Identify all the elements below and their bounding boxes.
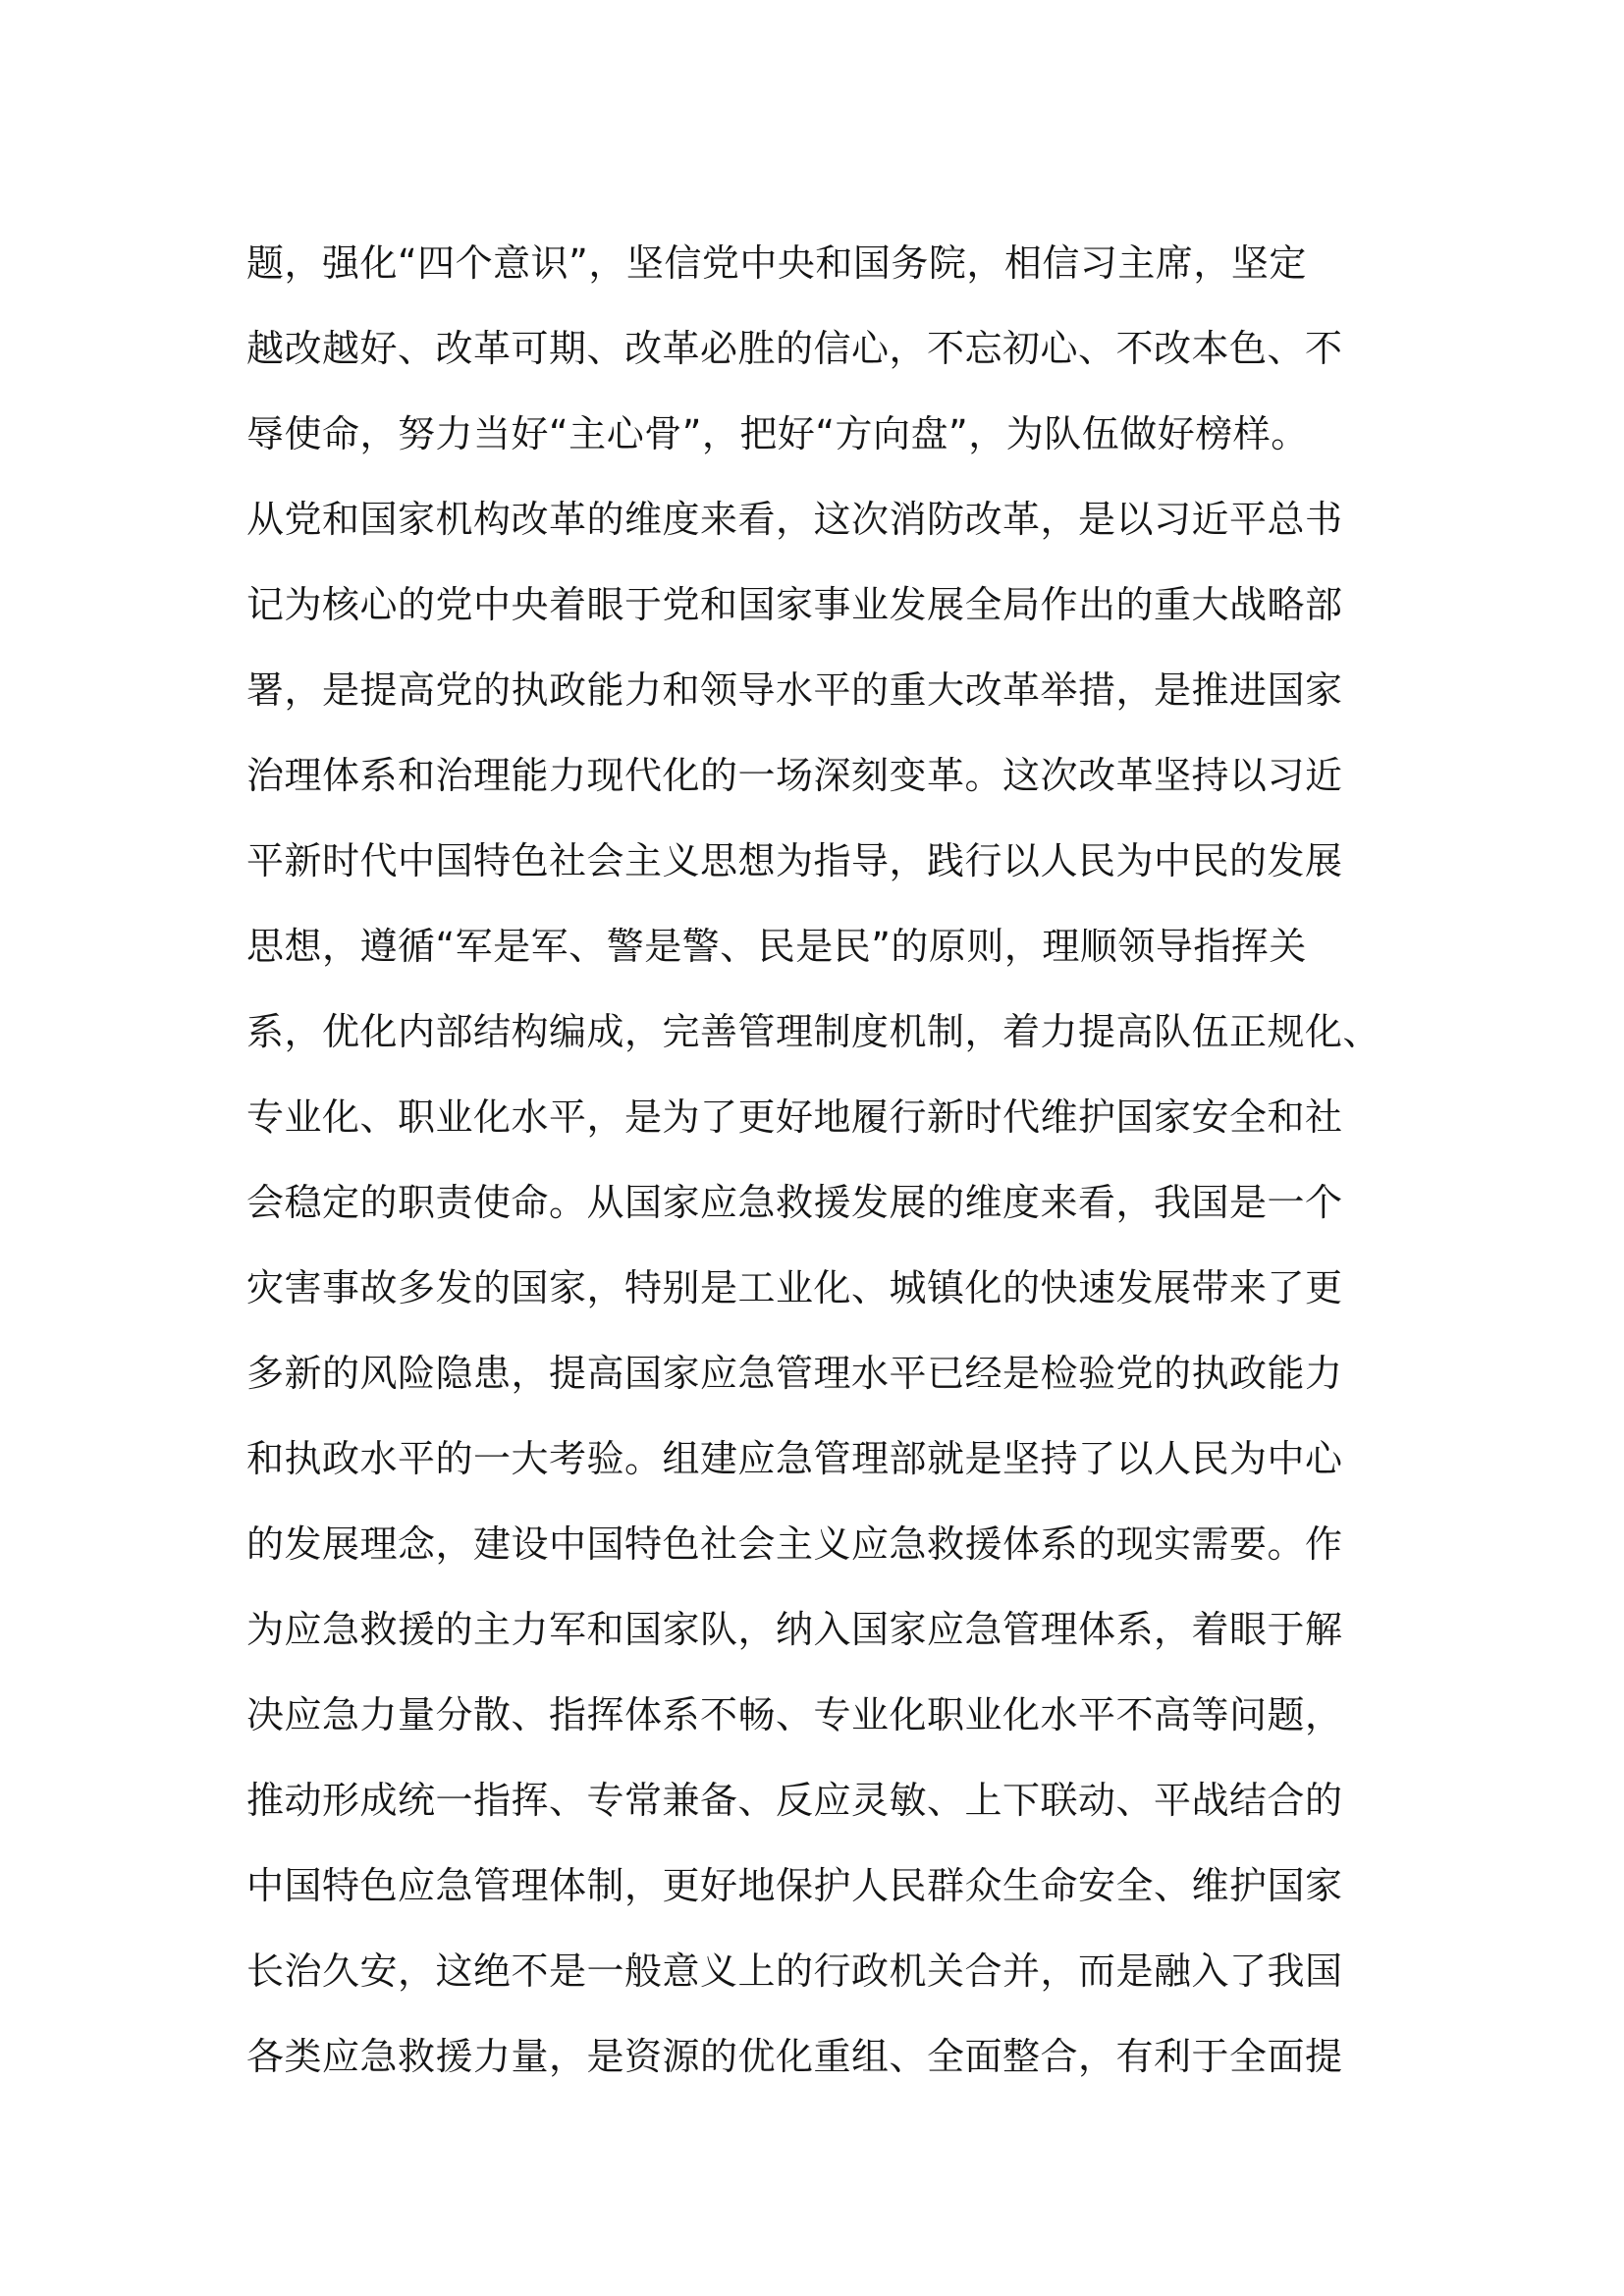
- body-text: [246, 221, 1425, 2100]
- text-line-14: 多新的风险隐患，提高国家应急管理水平已经是检验党的执政能力: [246, 1352, 1343, 1395]
- text-line-13: 灾害事故多发的国家，特别是工业化、城镇化的快速发展带来了更: [246, 1266, 1343, 1309]
- text-line-2: 越改越好、改革可期、改革必胜的信心，不忘初心、不改本色、不: [246, 327, 1343, 370]
- text-line-8: 平新时代中国特色社会主义思想为指导，践行以人民为中民的发展: [246, 839, 1343, 882]
- text-line-19: 推动形成统一指挥、专常兼备、反应灵敏、上下联动、平战结合的: [246, 1779, 1343, 1822]
- text-line-9: 思想，遵循“军是军、警是警、民是民”的原则，理顺领导指挥关: [246, 925, 1307, 968]
- text-line-1: 题，强化“四个意识”，坚信党中央和国务院，相信习主席，坚定: [246, 241, 1307, 285]
- text-line-4: 从党和国家机构改革的维度来看，这次消防改革，是以习近平总书: [246, 498, 1343, 541]
- text-line-5: 记为核心的党中央着眼于党和国家事业发展全局作出的重大战略部: [246, 583, 1343, 626]
- text-line-11: 专业化、职业化水平，是为了更好地履行新时代维护国家安全和社: [246, 1095, 1343, 1139]
- text-line-6: 署，是提高党的执政能力和领导水平的重大改革举措，是推进国家: [246, 668, 1343, 712]
- text-line-3: 辱使命，努力当好“主心骨”，把好“方向盘”，为队伍做好榜样。: [246, 412, 1309, 455]
- text-line-22: 各类应急救援力量，是资源的优化重组、全面整合，有利于全面提: [246, 2035, 1343, 2078]
- text-line-17: 为应急救援的主力军和国家队，纳入国家应急管理体系，着眼于解: [246, 1608, 1343, 1651]
- text-line-21: 长治久安，这绝不是一般意义上的行政机关合并，而是融入了我国: [246, 1949, 1343, 1993]
- text-line-20: 中国特色应急管理体制，更好地保护人民群众生命安全、维护国家: [246, 1864, 1343, 1907]
- text-line-12: 会稳定的职责使命。从国家应急救援发展的维度来看，我国是一个: [246, 1181, 1343, 1224]
- text-line-15: 和执政水平的一大考验。组建应急管理部就是坚持了以人民为中心: [246, 1437, 1343, 1480]
- text-line-18: 决应急力量分散、指挥体系不畅、专业化职业化水平不高等问题，: [246, 1693, 1343, 1736]
- text-line-7: 治理体系和治理能力现代化的一场深刻变革。这次改革坚持以习近: [246, 754, 1343, 797]
- text-line-10: 系，优化内部结构编成，完善管理制度机制，着力提高队伍正规化、: [246, 1010, 1381, 1053]
- text-line-16: 的发展理念，建设中国特色社会主义应急救援体系的现实需要。作: [246, 1522, 1343, 1566]
